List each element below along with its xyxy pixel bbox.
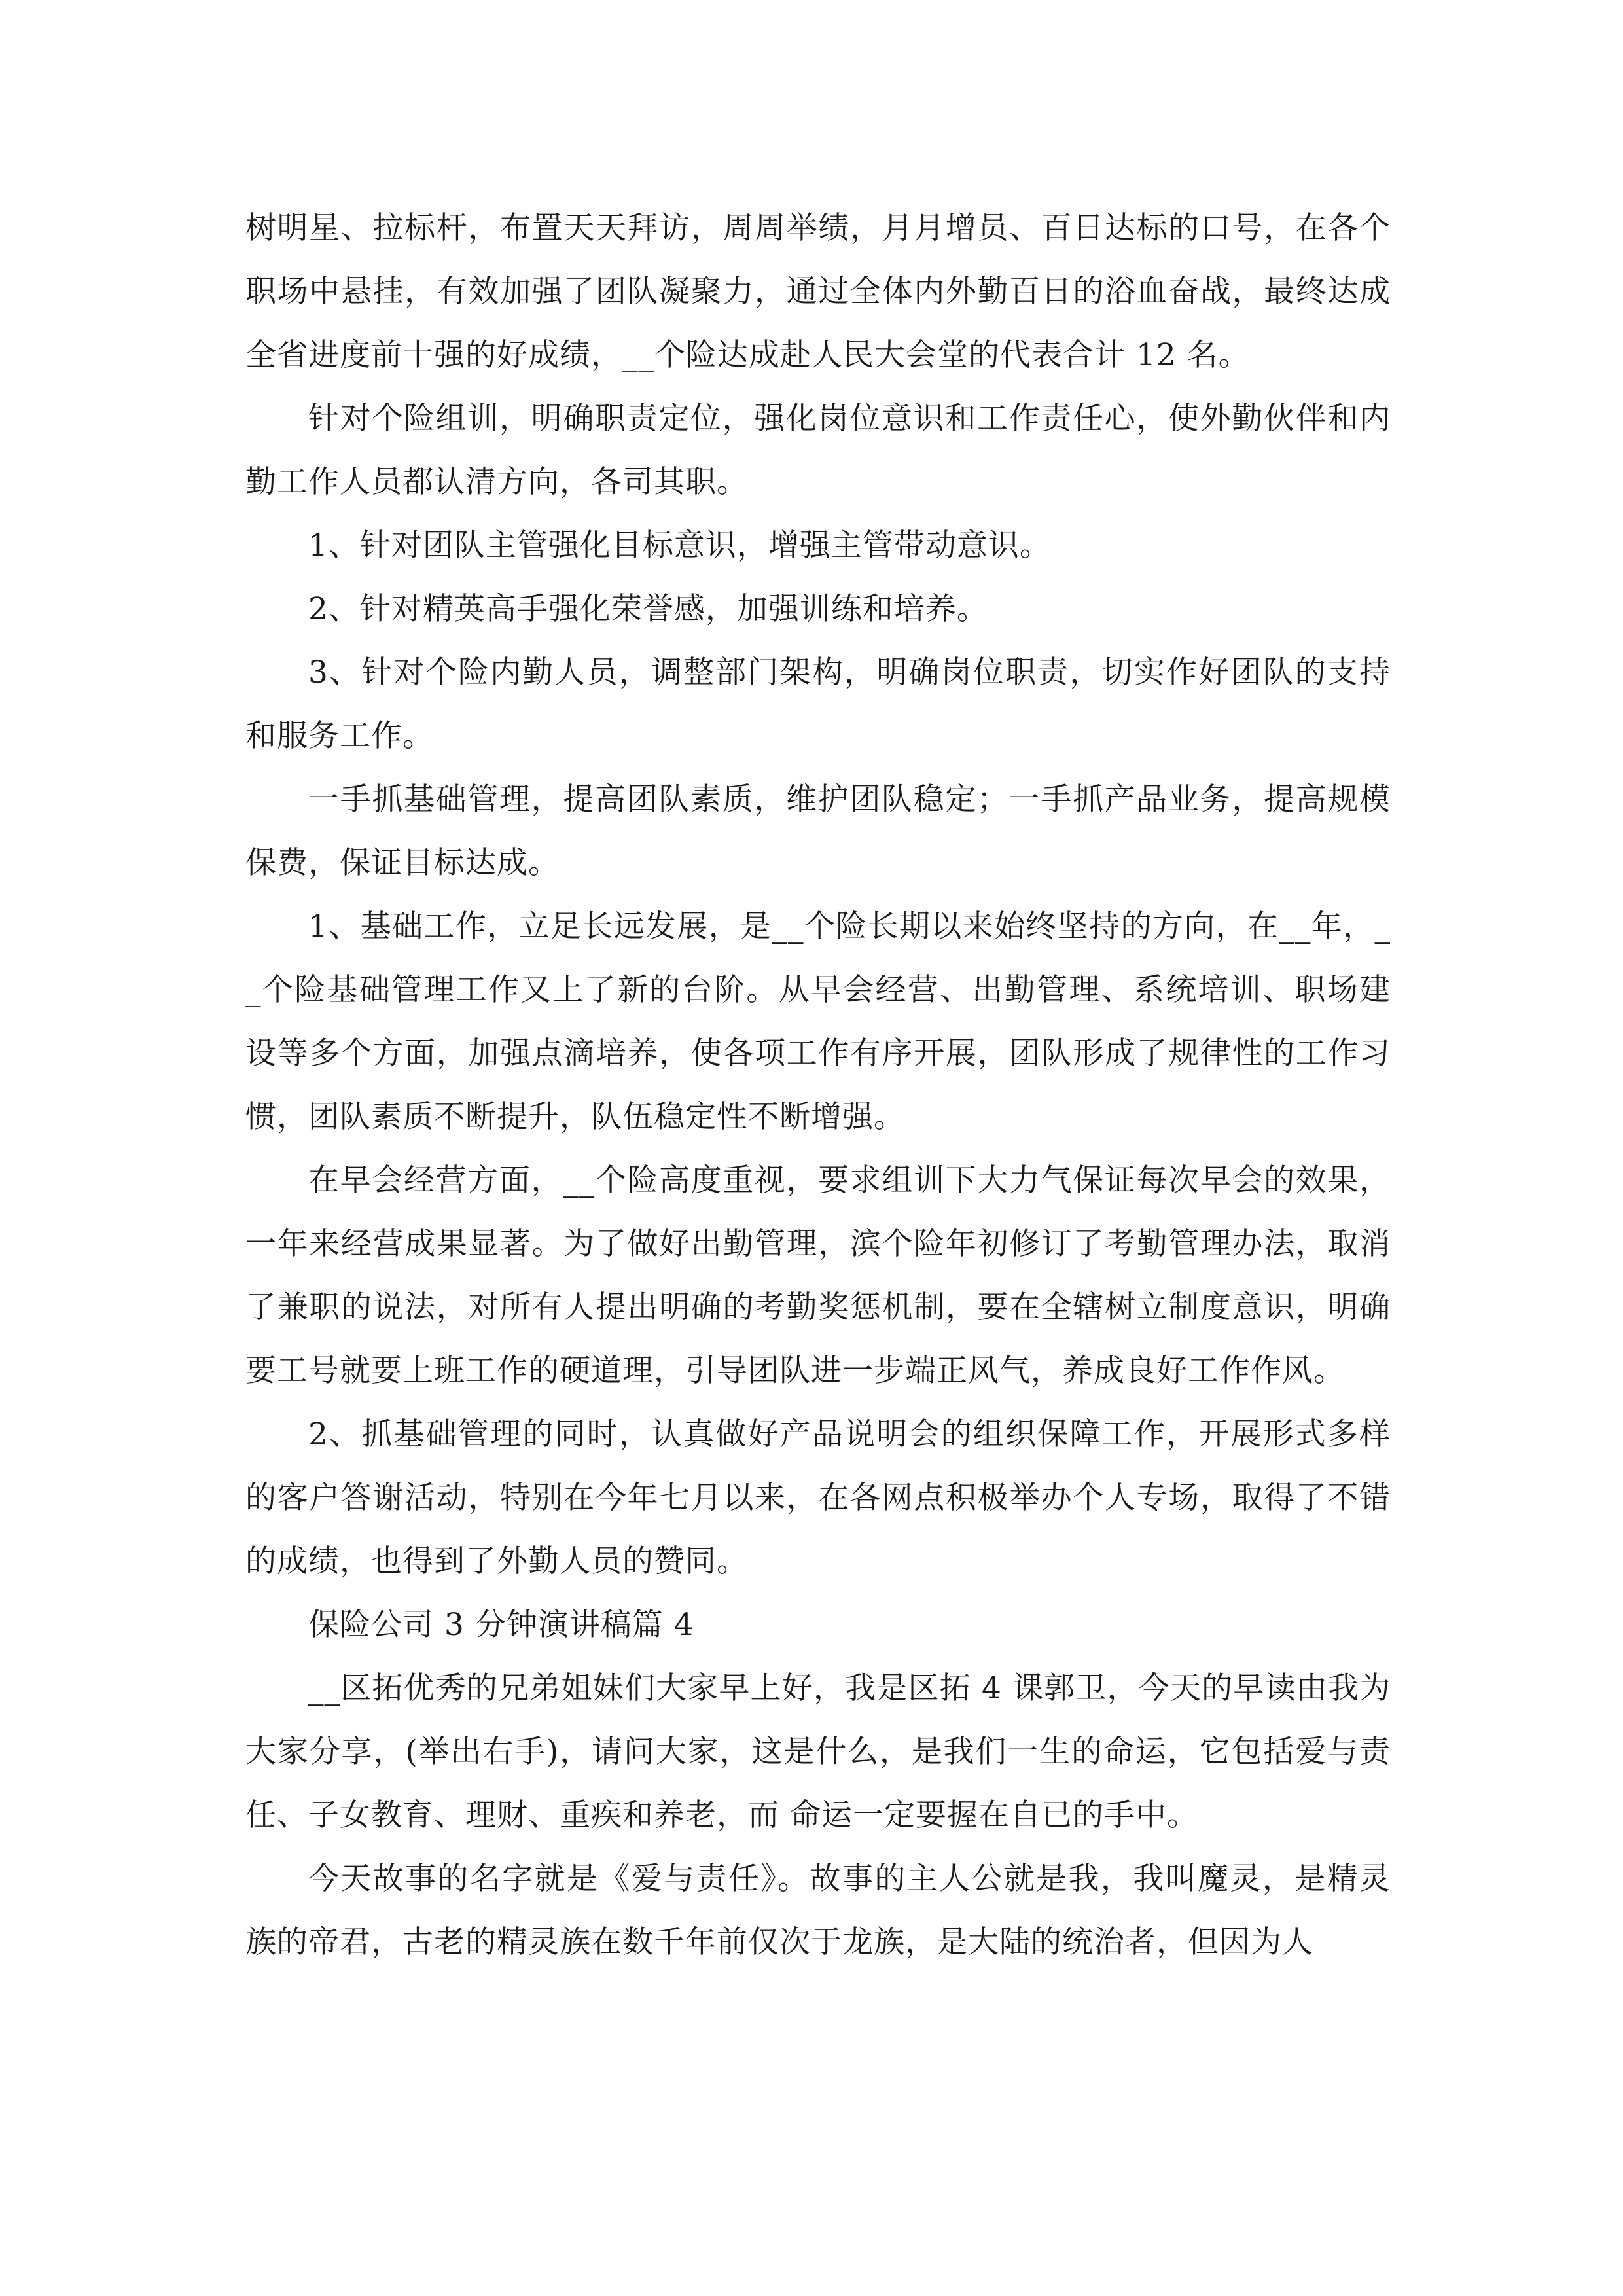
paragraph-story: 今天故事的名字就是《爱与责任》。故事的主人公就是我，我叫魔灵，是精灵族的帝君，古老的精灵族在数千年前仅次于龙族，是大陆的统治者，但因为人 (245, 1861, 1391, 1960)
list-item-2: 2、针对精英高手强化荣誉感，加强训练和培养。 (308, 591, 988, 627)
paragraph-morning-meeting: 在早会经营方面，__个险高度重视，要求组训下大力气保证每次早会的效果，一年来经营成果显著。为了做好出勤管理，滨个险年初修订了考勤管理办法，取消了兼职的说法，对所有人提出明确的考勤奖惩机制，要在全辖树立制度意识，明确要工号就要上班工作的硬道理，引导团队进一步端正风气，养成良好工作作风。 (245, 1162, 1391, 1389)
paragraph-greeting: __区拓优秀的兄弟姐妹们大家早上好，我是区拓 4 课郭卫，今天的早读由我为大家分享，(举出右手)，请问大家，这是什么，是我们一生的命运，它包括爱与责任、子女教育、理财、重疾和养老，而 命运一定要握在自已的手中。 (245, 1670, 1391, 1833)
paragraph-continuation: 树明星、拉标杆，布置天天拜访，周周举绩，月月增员、百日达标的口号，在各个职场中悬挂，有效加强了团队凝聚力，通过全体内外勤百日的浴血奋战，最终达成全省进度前十强的好成绩，__个险达成赴人民大会堂的代表合计 12 名。 (245, 210, 1391, 373)
paragraph-basic-work: 1、基础工作，立足长远发展，是__个险长期以来始终坚持的方向，在__年，__个险基础管理工作又上了新的台阶。从早会经营、出勤管理、系统培训、职场建设等多个方面，加强点滴培养，使各项工作有序开展，团队形成了规律性的工作习惯，团队素质不断提升，队伍稳定性不断增强。 (245, 908, 1391, 1135)
paragraph-product-meeting: 2、抓基础管理的同时，认真做好产品说明会的组织保障工作，开展形式多样的客户答谢活动，特别在今年七月以来，在各网点积极举办个人专场，取得了不错的成绩，也得到了外勤人员的赞同。 (245, 1416, 1391, 1579)
body-text (245, 196, 1391, 1974)
list-item-3: 3、针对个险内勤人员，调整部门架构，明确岗位职责，切实作好团队的支持和服务工作。 (245, 655, 1391, 754)
section-heading: 保险公司 3 分钟演讲稿篇 4 (308, 1607, 694, 1643)
paragraph-management: 一手抓基础管理，提高团队素质，维护团队稳定；一手抓产品业务，提高规模保费，保证目标达成。 (245, 781, 1391, 881)
paragraph-training: 针对个险组训，明确职责定位，强化岗位意识和工作责任心，使外勤伙伴和内勤工作人员都认清方向，各司其职。 (245, 401, 1391, 500)
list-item-1: 1、针对团队主管强化目标意识，增强主管带动意识。 (308, 528, 1051, 564)
